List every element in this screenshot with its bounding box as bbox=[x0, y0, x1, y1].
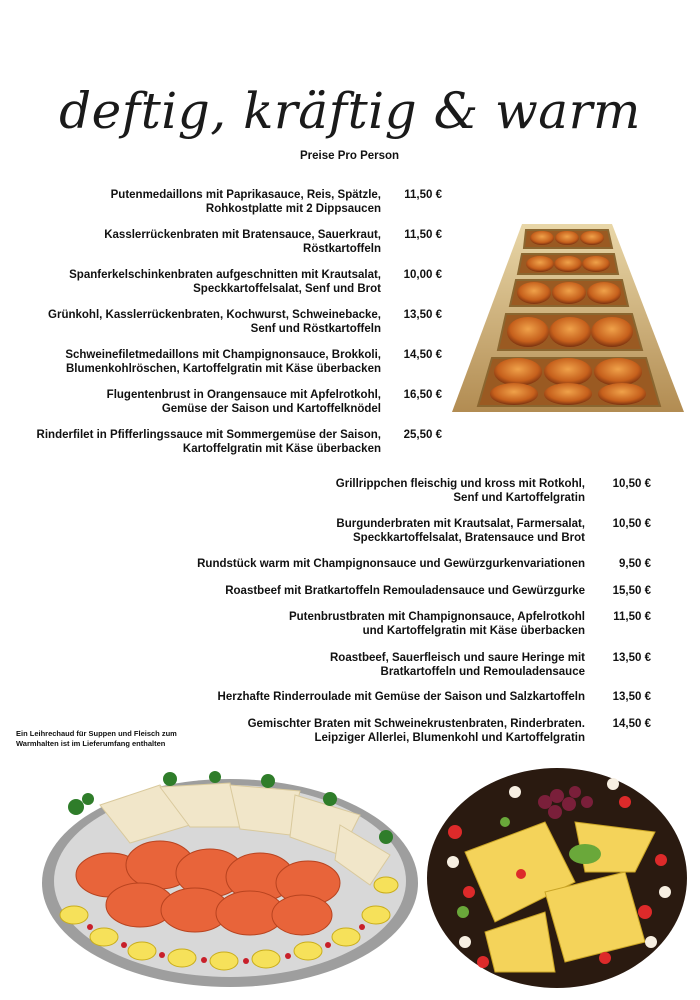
note-line: Ein Leihrechaud für Suppen und Fleisch zum bbox=[16, 729, 177, 738]
menu-item-price: 13,50 € bbox=[403, 309, 442, 321]
menu-item-line: Senf und Röstkartoffeln bbox=[250, 323, 381, 335]
menu-item-price: 10,50 € bbox=[612, 478, 651, 490]
menu-item-price: 13,50 € bbox=[612, 652, 651, 664]
menu-item-price: 9,50 € bbox=[619, 558, 651, 570]
menu-item-line: Flugentenbrust in Orangensauce mit Apfelrotkohl, bbox=[106, 389, 381, 401]
menu-item-price: 10,50 € bbox=[612, 518, 651, 530]
menu-item-line: Roastbeef, Sauerfleisch und saure Heringe mit bbox=[330, 652, 585, 664]
menu-item-line: Rohkostplatte mit 2 Dippsaucen bbox=[205, 203, 381, 215]
menu-item-price: 25,50 € bbox=[403, 429, 442, 441]
menu-item-price: 16,50 € bbox=[403, 389, 442, 401]
menu-item bbox=[0, 477, 651, 507]
menu-item bbox=[0, 428, 442, 458]
menu-item-line: Herzhafte Rinderroulade mit Gemüse der Saison und Salzkartoffeln bbox=[217, 691, 585, 703]
menu-item-price: 15,50 € bbox=[612, 585, 651, 597]
menu-item-price: 11,50 € bbox=[613, 611, 651, 623]
menu-item-price: 11,50 € bbox=[404, 229, 442, 241]
menu-item-price: 13,50 € bbox=[612, 691, 651, 703]
menu-item-line: Rundstück warm mit Champignonsauce und Gewürzgurkenvariationen bbox=[197, 558, 585, 570]
menu-item bbox=[0, 610, 651, 640]
menu-item-line: Gemischter Braten mit Schweinekrustenbraten, Rinderbraten. bbox=[247, 718, 585, 730]
price-subtitle: Preise Pro Person bbox=[300, 150, 400, 162]
menu-item bbox=[0, 228, 442, 258]
menu-item bbox=[0, 584, 651, 600]
menu-item bbox=[0, 557, 651, 573]
menu-item-line: und Kartoffelgratin mit Käse überbacken bbox=[362, 625, 585, 637]
menu-item bbox=[0, 308, 442, 338]
menu-item bbox=[0, 517, 651, 547]
menu-item-line: Schweinefiletmedaillons mit Champignonsauce, Brokkoli, bbox=[65, 349, 381, 361]
menu-item-price: 14,50 € bbox=[612, 718, 651, 730]
menu-item bbox=[0, 388, 442, 418]
menu-item-line: Blumenkohlröschen, Kartoffelgratin mit Käse überbacken bbox=[65, 363, 381, 375]
cheese-fruit-platter-photo bbox=[425, 762, 690, 990]
menu-item-line: Gemüse der Saison und Kartoffelknödel bbox=[161, 403, 381, 415]
menu-item-line: Speckkartoffelsalat, Bratensauce und Brot bbox=[353, 532, 585, 544]
page-title: deftig, kräftig & warm bbox=[59, 82, 641, 140]
menu-item-price: 14,50 € bbox=[403, 349, 442, 361]
menu-item-line: Putenmedaillons mit Paprikasauce, Reis, Spätzle, bbox=[110, 189, 381, 201]
menu-item-line: Bratkartoffeln und Remouladensauce bbox=[380, 666, 585, 678]
menu-item-line: Grillrippchen fleischig und kross mit Rotkohl, bbox=[335, 478, 585, 490]
menu-item-line: Senf und Kartoffelgratin bbox=[453, 492, 585, 504]
roast-chicken-trays-photo bbox=[452, 222, 684, 414]
menu-item bbox=[0, 348, 442, 378]
menu-item-line: Speckkartoffelsalat, Senf und Brot bbox=[193, 283, 381, 295]
menu-item-line: Spanferkelschinkenbraten aufgeschnitten mit Krautsalat, bbox=[69, 269, 381, 281]
menu-item-line: Kasslerrückenbraten mit Bratensauce, Sauerkraut, bbox=[104, 229, 381, 241]
menu-item-line: Roastbeef mit Bratkartoffeln Remouladensauce und Gewürzgurke bbox=[225, 585, 585, 597]
menu-item-line: Kartoffelgratin mit Käse überbacken bbox=[182, 443, 381, 455]
menu-item bbox=[0, 690, 651, 706]
menu-item-line: Grünkohl, Kasslerrückenbraten, Kochwurst, Schweinebacke, bbox=[48, 309, 381, 321]
menu-item bbox=[0, 651, 651, 681]
note-line: Warmhalten ist im Lieferumfang enthalten bbox=[16, 739, 166, 748]
menu-item-line: Putenbrustbraten mit Champignonsauce, Apfelrotkohl bbox=[288, 611, 585, 623]
rechaud-note bbox=[16, 729, 216, 749]
menu-item-line: Röstkartoffeln bbox=[303, 243, 381, 255]
menu-item bbox=[0, 188, 442, 218]
menu-item-price: 10,00 € bbox=[403, 269, 442, 281]
menu-item-line: Rinderfilet in Pfifferlingssauce mit Sommergemüse der Saison, bbox=[36, 429, 381, 441]
fish-platter-photo bbox=[40, 765, 420, 990]
menu-item-line: Burgunderbraten mit Krautsalat, Farmersalat, bbox=[336, 518, 585, 530]
menu-item bbox=[0, 268, 442, 298]
menu-item-price: 11,50 € bbox=[404, 189, 442, 201]
menu-item-line: Leipziger Allerlei, Blumenkohl und Kartoffelgratin bbox=[314, 732, 585, 744]
